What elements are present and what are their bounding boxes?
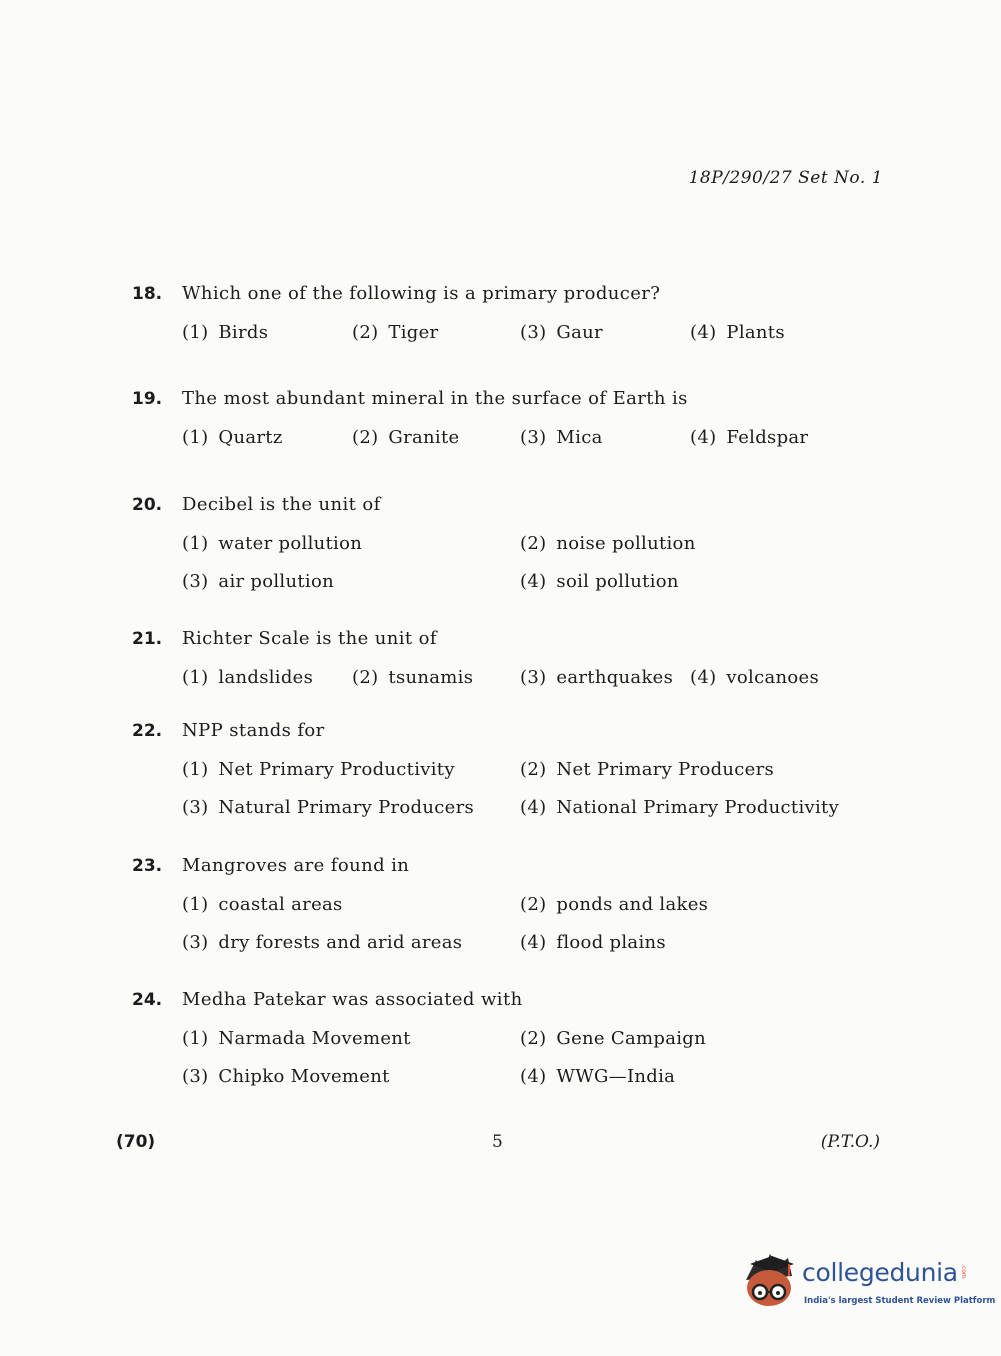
option-1: (1) Quartz <box>182 427 283 448</box>
option-2: (2) Tiger <box>352 322 439 343</box>
question-text: Richter Scale is the unit of <box>182 628 437 649</box>
option-2: (2) Net Primary Producers <box>520 759 775 780</box>
option-1: (1) Narmada Movement <box>182 1028 411 1049</box>
option-3: (3) earthquakes <box>520 667 674 688</box>
option-3: (3) Gaur <box>520 322 603 343</box>
option-3: (3) air pollution <box>182 571 335 592</box>
question-number: 18. <box>132 284 163 304</box>
pto-label: (P.T.O.) <box>820 1132 880 1152</box>
option-1: (1) Net Primary Productivity <box>182 759 455 780</box>
question-text: Decibel is the unit of <box>182 494 381 515</box>
question-number: 22. <box>132 721 163 741</box>
question-20 <box>132 494 872 592</box>
option-4: (4) volcanoes <box>690 667 820 688</box>
option-4: (4) National Primary Productivity <box>520 797 840 818</box>
option-2: (2) tsunamis <box>352 667 474 688</box>
question-23 <box>132 855 872 953</box>
option-1: (1) landslides <box>182 667 314 688</box>
option-4: (4) Feldspar <box>690 427 809 448</box>
question-19 <box>132 388 872 448</box>
brand-dotcom: .com <box>960 1264 967 1279</box>
option-2: (2) Gene Campaign <box>520 1028 707 1049</box>
question-number: 24. <box>132 990 163 1010</box>
mascot-icon <box>742 1250 800 1310</box>
question-number: 20. <box>132 495 163 515</box>
option-3: (3) Natural Primary Producers <box>182 797 475 818</box>
option-4: (4) WWG—India <box>520 1066 676 1087</box>
brand-name: collegedunia <box>802 1258 958 1287</box>
option-2: (2) Granite <box>352 427 460 448</box>
option-2: (2) ponds and lakes <box>520 894 709 915</box>
question-text: Medha Patekar was associated with <box>182 989 523 1010</box>
option-1: (1) coastal areas <box>182 894 343 915</box>
question-text: Mangroves are found in <box>182 855 410 876</box>
option-1: (1) Birds <box>182 322 269 343</box>
question-22 <box>132 720 872 818</box>
question-number: 19. <box>132 389 163 409</box>
question-text: NPP stands for <box>182 720 325 741</box>
option-4: (4) Plants <box>690 322 785 343</box>
question-number: 21. <box>132 629 163 649</box>
brand-tagline: India's largest Student Review Platform <box>804 1296 996 1306</box>
paper-code: 18P/290/27 Set No. 1 <box>688 168 883 188</box>
question-21 <box>132 628 872 688</box>
footer-code: (70) <box>116 1132 156 1152</box>
question-text: The most abundant mineral in the surface of Earth is <box>182 388 688 409</box>
option-4: (4) soil pollution <box>520 571 679 592</box>
option-3: (3) Chipko Movement <box>182 1066 390 1087</box>
option-4: (4) flood plains <box>520 932 666 953</box>
question-number: 23. <box>132 856 163 876</box>
question-text: Which one of the following is a primary producer? <box>182 283 661 304</box>
page-number: 5 <box>492 1132 503 1152</box>
collegedunia-logo[interactable] <box>742 1250 996 1320</box>
option-3: (3) dry forests and arid areas <box>182 932 463 953</box>
option-2: (2) noise pollution <box>520 533 696 554</box>
question-18 <box>132 283 872 343</box>
option-1: (1) water pollution <box>182 533 363 554</box>
option-3: (3) Mica <box>520 427 603 448</box>
question-24 <box>132 989 872 1087</box>
